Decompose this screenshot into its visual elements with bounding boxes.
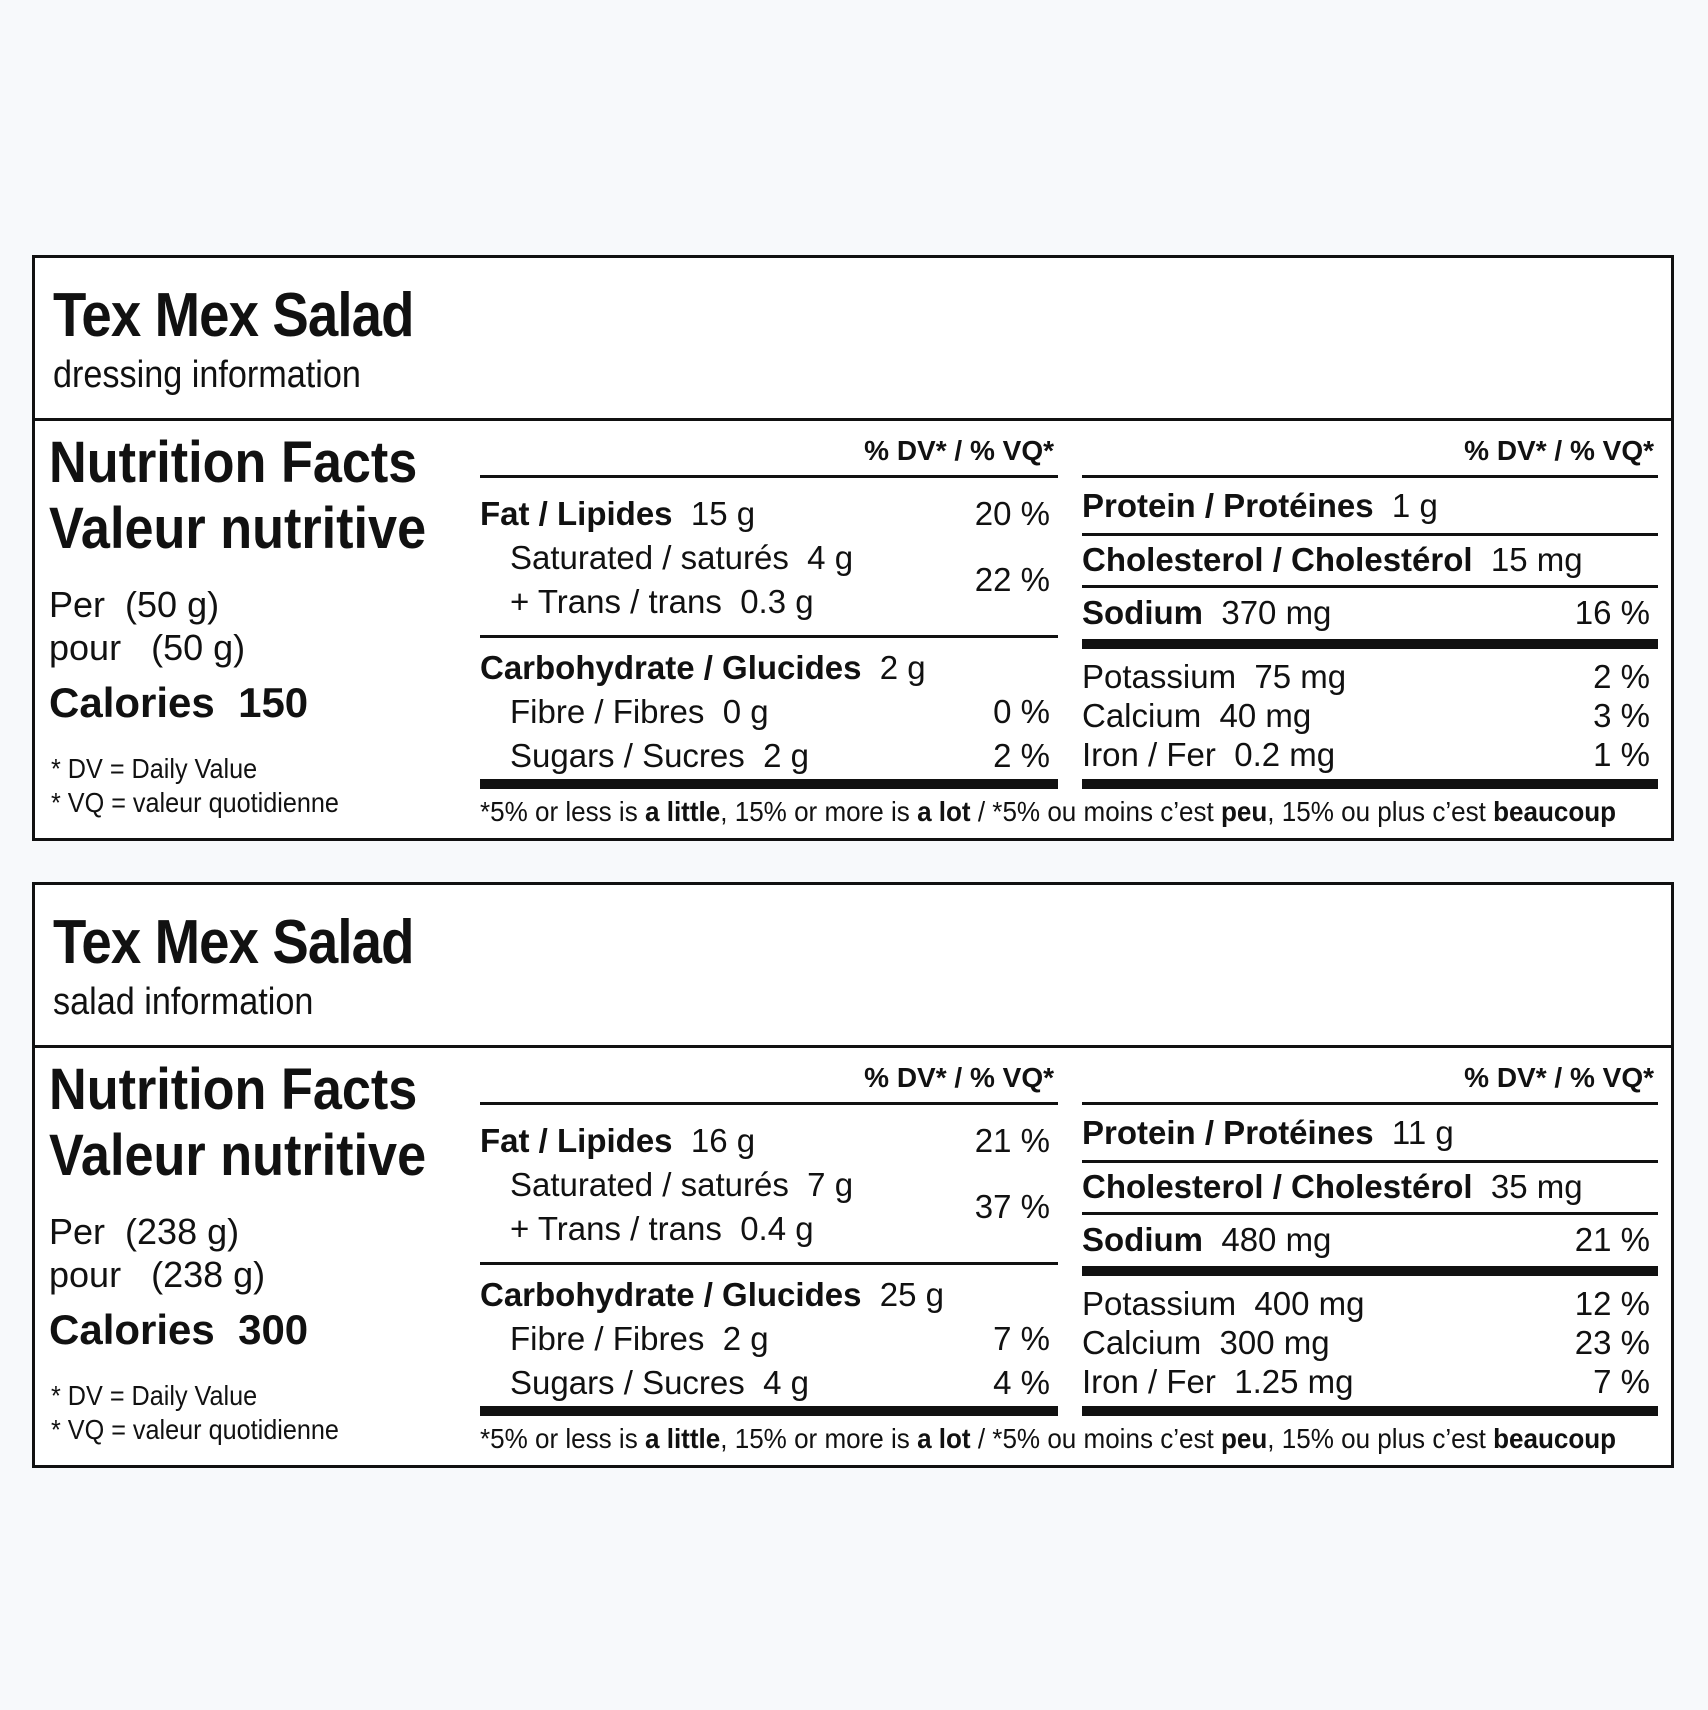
saturated-amount: 7 g	[807, 1166, 854, 1203]
sat-trans-pct: 37 %	[974, 1188, 1050, 1225]
thick-divider	[1082, 779, 1658, 789]
iron-amount: 1.25 mg	[1234, 1363, 1354, 1400]
nutrition-facts-title: Nutrition Facts	[49, 1057, 418, 1122]
footnote-emphasis: a lot	[917, 1423, 971, 1454]
fat-amount: 16 g	[690, 1122, 756, 1159]
sodium-pct: 16 %	[1574, 594, 1650, 631]
divider	[1082, 1102, 1658, 1105]
sugars-amount: 2 g	[763, 737, 809, 774]
iron-pct: 7 %	[1593, 1363, 1650, 1400]
calcium-pct: 23 %	[1574, 1324, 1650, 1361]
sodium-amount: 480 mg	[1221, 1221, 1332, 1258]
footnote-emphasis: beaucoup	[1493, 796, 1617, 827]
calcium-amount: 300 mg	[1219, 1324, 1330, 1361]
divider	[1082, 1212, 1658, 1215]
footnote-part: , 15% ou plus c’est	[1267, 1423, 1494, 1454]
calories-value: 300	[238, 1306, 309, 1353]
thick-divider	[480, 779, 1058, 789]
iron-amount: 0.2 mg	[1234, 736, 1336, 773]
carb-amount: 25 g	[879, 1276, 945, 1313]
serving-per	[49, 1211, 239, 1253]
carb-label: Carbohydrate / Glucides	[480, 649, 862, 686]
sodium-pct: 21 %	[1574, 1221, 1650, 1258]
footnote-emphasis: peu	[1220, 1423, 1268, 1454]
footnote-part: , 15% or more is	[720, 796, 918, 827]
footnote-emphasis: a little	[644, 1423, 721, 1454]
divider	[480, 475, 1058, 478]
saturated-label: Saturated / saturés	[510, 1166, 789, 1203]
carb-amount: 2 g	[879, 649, 926, 686]
divider	[1082, 1160, 1658, 1163]
serving-pour	[49, 627, 245, 669]
cholesterol-amount: 35 mg	[1490, 1168, 1583, 1205]
serving-size: (50 g)	[125, 584, 220, 625]
iron-label: Iron / Fer	[1082, 736, 1216, 773]
footnote-part: *5% or less is	[480, 1423, 645, 1454]
calcium-label: Calcium	[1082, 697, 1202, 734]
potassium-amount: 75 mg	[1254, 658, 1347, 695]
serving-per	[49, 584, 219, 626]
sat-trans-pct: 22 %	[974, 561, 1050, 598]
sodium-label: Sodium	[1082, 594, 1203, 631]
sodium-label: Sodium	[1082, 1221, 1203, 1258]
dv-footnote	[480, 1423, 1616, 1455]
sugars-amount: 4 g	[763, 1364, 809, 1401]
fat-pct: 21 %	[974, 1122, 1050, 1159]
thick-divider	[480, 1406, 1058, 1416]
serving-pour	[49, 1254, 265, 1296]
fibre-label: Fibre / Fibres	[510, 1320, 705, 1357]
product-subtitle: salad information	[53, 981, 314, 1023]
divider	[480, 1102, 1058, 1105]
label-body	[35, 421, 1671, 841]
dv-note: * DV = Daily Value	[51, 1380, 258, 1411]
dv-header: % DV* / % VQ*	[864, 435, 1054, 466]
divider	[480, 635, 1058, 638]
nutrition-facts-title: Nutrition Facts	[49, 430, 418, 495]
iron-pct: 1 %	[1593, 736, 1650, 773]
sugars-label: Sugars / Sucres	[510, 737, 745, 774]
trans-amount: 0.3 g	[740, 583, 814, 620]
per-label: Per	[49, 1211, 106, 1252]
fibre-amount: 2 g	[722, 1320, 769, 1357]
footnote-part: , 15% or more is	[720, 1423, 918, 1454]
product-subtitle: dressing information	[53, 354, 361, 396]
pour-label: pour	[49, 1254, 122, 1295]
footnote-part: / *5% ou moins c’est	[970, 796, 1221, 827]
thick-divider	[1082, 1266, 1658, 1276]
vq-note: * VQ = valeur quotidienne	[51, 1414, 339, 1445]
footnote-emphasis: beaucoup	[1493, 1423, 1617, 1454]
footnote-part: , 15% ou plus c’est	[1267, 796, 1494, 827]
footnote-part: *5% or less is	[480, 796, 645, 827]
divider	[1082, 475, 1658, 478]
label-body	[35, 1048, 1671, 1468]
dv-header: % DV* / % VQ*	[1464, 1062, 1654, 1093]
protein-label: Protein / Protéines	[1082, 487, 1374, 524]
nutrition-label	[32, 882, 1674, 1468]
potassium-label: Potassium	[1082, 1285, 1237, 1322]
potassium-label: Potassium	[1082, 658, 1237, 695]
calories-value: 150	[238, 679, 309, 726]
cholesterol-label: Cholesterol / Cholestérol	[1082, 541, 1473, 578]
calories-label: Calories	[49, 679, 215, 726]
valeur-nutritive-title: Valeur nutritive	[49, 1123, 427, 1188]
fat-label: Fat / Lipides	[480, 1122, 673, 1159]
sodium-amount: 370 mg	[1221, 594, 1332, 631]
thick-divider	[1082, 1406, 1658, 1416]
nutrition-label	[32, 255, 1674, 841]
trans-label: + Trans / trans	[510, 1210, 722, 1247]
footnote-emphasis: a little	[644, 796, 721, 827]
divider	[1082, 585, 1658, 588]
iron-label: Iron / Fer	[1082, 1363, 1216, 1400]
label-header	[35, 258, 1671, 421]
valeur-nutritive-title: Valeur nutritive	[49, 496, 427, 561]
serving-size-fr: (50 g)	[151, 627, 246, 668]
dv-header: % DV* / % VQ*	[1464, 435, 1654, 466]
fibre-label: Fibre / Fibres	[510, 693, 705, 730]
thick-divider	[1082, 639, 1658, 649]
fat-amount: 15 g	[690, 495, 756, 532]
per-label: Per	[49, 584, 106, 625]
calories	[49, 679, 308, 727]
calcium-amount: 40 mg	[1219, 697, 1312, 734]
footnote-part: / *5% ou moins c’est	[970, 1423, 1221, 1454]
label-header	[35, 885, 1671, 1048]
footnote-emphasis: a lot	[917, 796, 971, 827]
dv-header: % DV* / % VQ*	[864, 1062, 1054, 1093]
serving-size: (238 g)	[125, 1211, 240, 1252]
trans-amount: 0.4 g	[740, 1210, 814, 1247]
potassium-pct: 12 %	[1574, 1285, 1650, 1322]
fibre-pct: 7 %	[993, 1320, 1050, 1357]
cholesterol-amount: 15 mg	[1490, 541, 1583, 578]
fat-label: Fat / Lipides	[480, 495, 673, 532]
potassium-pct: 2 %	[1593, 658, 1650, 695]
saturated-label: Saturated / saturés	[510, 539, 789, 576]
fat-pct: 20 %	[974, 495, 1050, 532]
serving-size-fr: (238 g)	[151, 1254, 266, 1295]
sugars-pct: 4 %	[993, 1364, 1050, 1401]
carb-label: Carbohydrate / Glucides	[480, 1276, 862, 1313]
footnote-emphasis: peu	[1220, 796, 1268, 827]
saturated-amount: 4 g	[807, 539, 854, 576]
sugars-label: Sugars / Sucres	[510, 1364, 745, 1401]
calories-label: Calories	[49, 1306, 215, 1353]
sugars-pct: 2 %	[993, 737, 1050, 774]
calcium-pct: 3 %	[1593, 697, 1650, 734]
calcium-label: Calcium	[1082, 1324, 1202, 1361]
dv-note: * DV = Daily Value	[51, 753, 258, 784]
potassium-amount: 400 mg	[1254, 1285, 1365, 1322]
product-name: Tex Mex Salad	[53, 908, 414, 977]
vq-note: * VQ = valeur quotidienne	[51, 787, 339, 818]
calories	[49, 1306, 308, 1354]
trans-label: + Trans / trans	[510, 583, 722, 620]
pour-label: pour	[49, 627, 122, 668]
dv-footnote	[480, 796, 1616, 828]
divider	[480, 1262, 1058, 1265]
protein-amount: 1 g	[1391, 487, 1438, 524]
fibre-pct: 0 %	[993, 693, 1050, 730]
cholesterol-label: Cholesterol / Cholestérol	[1082, 1168, 1473, 1205]
product-name: Tex Mex Salad	[53, 281, 414, 350]
divider	[1082, 533, 1658, 536]
fibre-amount: 0 g	[722, 693, 769, 730]
protein-label: Protein / Protéines	[1082, 1114, 1374, 1151]
protein-amount: 11 g	[1391, 1114, 1454, 1151]
